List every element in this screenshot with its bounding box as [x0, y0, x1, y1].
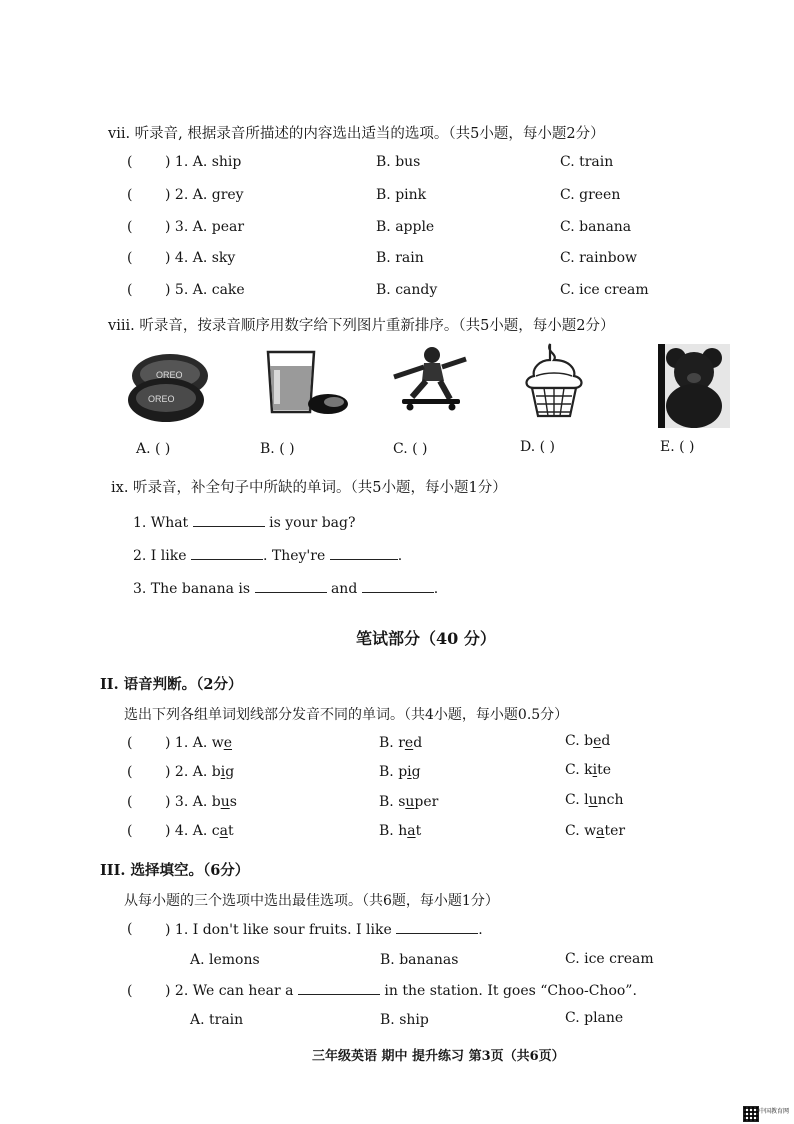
option-b: B. pink	[376, 187, 427, 203]
choice-q2	[165, 982, 637, 999]
phonics-q2-c: C. kite	[565, 762, 612, 778]
section-ii-instruction: 选出下列各组单词划线部分发音不同的单词。（共4小题，每小题0.5分）	[124, 707, 569, 723]
choice-q2-option-a: A. train	[190, 1012, 244, 1028]
answer-paren: (	[127, 250, 133, 266]
sentence-1	[133, 514, 355, 531]
option-b: B. candy	[376, 282, 438, 298]
choice-q2-option-b: B. ship	[380, 1012, 429, 1028]
section-iii-title: III. 选择填空。（6分）	[100, 862, 250, 879]
sentence-2-end: .	[397, 548, 403, 564]
ice-cream-cone-icon	[520, 342, 590, 418]
choice-q1-option-b: B. bananas	[380, 952, 459, 968]
picture-a-label: A. ( )	[136, 441, 171, 457]
section-viii-title: viii. 听录音，按录音顺序用数字给下列图片重新排序。（共5小题，每小题2分）	[108, 318, 615, 334]
answer-blank[interactable]	[298, 982, 380, 995]
choice-q2-option-c: C. plane	[565, 1010, 624, 1026]
answer-paren: (	[127, 921, 133, 937]
answer-blank[interactable]	[193, 514, 265, 527]
phonics-q3-c: C. lunch	[565, 792, 624, 808]
sentence-1-start: 1. What	[133, 515, 189, 531]
answer-blank[interactable]	[362, 580, 434, 593]
section-iii-instruction: 从每小题的三个选项中选出最佳选项。（共6题，每小题1分）	[124, 893, 499, 909]
phonics-q3-b: B. super	[379, 794, 439, 810]
sentence-3	[133, 580, 438, 597]
sentence-1-end: is your bag?	[269, 515, 356, 531]
answer-paren: (	[127, 154, 133, 170]
choice-q1-option-c: C. ice cream	[565, 951, 654, 967]
phonics-q1-c: C. bed	[565, 733, 611, 749]
written-part-heading: 笔试部分（40 分）	[356, 629, 496, 648]
section-ii-title: II. 语音判断。（2分）	[100, 676, 243, 693]
question-3: ) 3. A. pear	[165, 219, 245, 235]
choice-q1-text: ) 1. I don't like sour fruits. I like	[165, 922, 392, 938]
svg-text:OREO: OREO	[148, 394, 175, 404]
page-footer: 三年级英语 期中 提升练习 第3页（共6页）	[312, 1049, 565, 1064]
teddy-bear-icon	[658, 344, 730, 428]
glass-of-juice-icon	[262, 346, 352, 418]
choice-q1-option-a: A. lemons	[190, 952, 260, 968]
qr-code-icon	[743, 1106, 759, 1122]
chocolate-biscuits-icon	[126, 348, 218, 426]
picture-e-label: E. ( )	[660, 439, 695, 455]
question-4: ) 4. A. sky	[165, 250, 236, 266]
answer-paren: (	[127, 823, 133, 839]
phonics-q4-c: C. water	[565, 823, 626, 839]
sentence-2-mid: . They're	[262, 548, 326, 564]
sentence-2	[133, 547, 402, 564]
option-b: B. rain	[376, 250, 424, 266]
option-c: C. ice cream	[560, 282, 649, 298]
answer-blank[interactable]	[396, 921, 478, 934]
choice-q2-end: in the station. It goes “Choo-Choo”.	[384, 983, 637, 999]
answer-paren: (	[127, 764, 133, 780]
section-vii-title: vii. 听录音, 根据录音所描述的内容选出适当的选项。（共5小题，每小题2分）	[108, 126, 605, 142]
phonics-q4-b: B. hat	[379, 823, 422, 839]
answer-paren: (	[127, 282, 133, 298]
answer-paren: (	[127, 983, 133, 999]
sentence-3-mid: and	[330, 581, 358, 597]
site-logo: 中国教育网	[759, 1109, 790, 1115]
option-c: C. green	[560, 187, 621, 203]
sentence-3-end: .	[433, 581, 439, 597]
question-1: ) 1. A. ship	[165, 154, 242, 170]
option-b: B. bus	[376, 154, 421, 170]
question-2: ) 2. A. grey	[165, 187, 244, 203]
picture-c-label: C. ( )	[393, 441, 428, 457]
answer-paren: (	[127, 219, 133, 235]
sentence-3-start: 3. The banana is	[133, 581, 251, 597]
option-c: C. banana	[560, 219, 632, 235]
svg-text:OREO: OREO	[156, 370, 183, 380]
answer-blank[interactable]	[191, 547, 263, 560]
sentence-2-start: 2. I like	[133, 548, 187, 564]
phonics-q2-a: ) 2. A. big	[165, 764, 235, 780]
option-c: C. rainbow	[560, 250, 638, 266]
answer-paren: (	[127, 794, 133, 810]
phonics-q1-b: B. red	[379, 735, 423, 751]
option-c: C. train	[560, 154, 614, 170]
answer-blank[interactable]	[330, 547, 398, 560]
phonics-q1-a: ) 1. A. we	[165, 735, 233, 751]
section-ix-title: ix. 听录音，补全句子中所缺的单词。（共5小题，每小题1分）	[111, 480, 507, 496]
answer-blank[interactable]	[255, 580, 327, 593]
picture-d-label: D. ( )	[520, 439, 555, 455]
choice-q2-text: ) 2. We can hear a	[165, 983, 294, 999]
boy-skateboarding-icon	[388, 345, 474, 411]
answer-paren: (	[127, 187, 133, 203]
phonics-q3-a: ) 3. A. bus	[165, 794, 237, 810]
question-5: ) 5. A. cake	[165, 282, 245, 298]
answer-paren: (	[127, 735, 133, 751]
phonics-q4-a: ) 4. A. cat	[165, 823, 234, 839]
option-b: B. apple	[376, 219, 435, 235]
choice-q1: ) 1. I don't like sour fruits. I like .	[165, 922, 483, 938]
phonics-q2-b: B. pig	[379, 764, 421, 780]
picture-b-label: B. ( )	[260, 441, 295, 457]
